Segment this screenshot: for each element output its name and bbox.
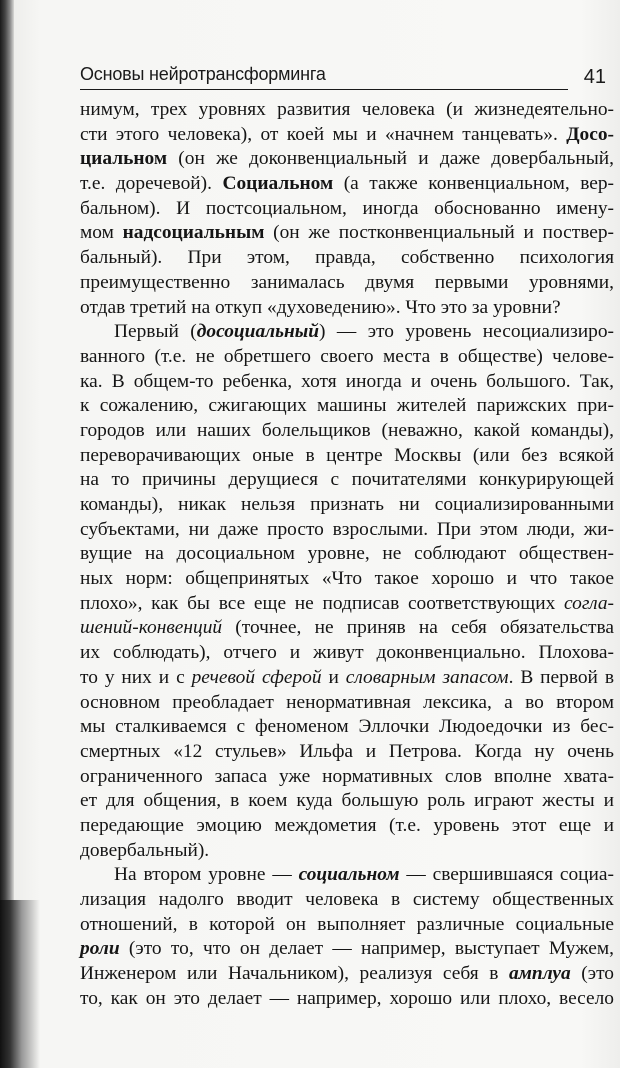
emphasized-term: согла-: [564, 592, 614, 614]
text-segment: бальный). При этом, правда, собственно психология: [80, 247, 614, 269]
text-segment: то у них и с: [80, 666, 192, 688]
text-line: [80, 765, 614, 790]
text-segment: нимум, трех уровнях развития человека (и жизнедеятельно-: [80, 99, 614, 120]
text-segment: ) — это уровень несоциализиро-: [318, 321, 615, 343]
text-segment: отношений, в которой он выполняет различные социальные: [80, 913, 614, 935]
text-segment: то, как он это делает — например, хорошо или плохо, весело: [80, 987, 614, 1009]
text-line: [80, 740, 614, 765]
text-segment: и: [321, 666, 346, 688]
running-title: Основы нейротрансформинга: [80, 64, 326, 84]
text-segment: на то причины дерущиеся с почитателями конкурирующей: [80, 469, 614, 491]
text-segment: мом: [80, 222, 123, 244]
emphasized-term: надсоциальным: [122, 222, 265, 244]
page-number: 41: [583, 66, 606, 88]
text-segment: ограниченного запаса уже нормативных слов вполне хвата-: [80, 765, 614, 787]
emphasized-term: циальном: [80, 148, 168, 170]
text-segment: (а также конвенциальном, вер-: [333, 173, 614, 195]
text-segment: переворачивающих оные в центре Москвы (или без всякой: [80, 444, 614, 466]
text-segment: плохо», как бы все еще не подписав соответствующих: [80, 592, 565, 614]
text-segment: субъектами, ни даже просто взрослыми. При этом люди, жи-: [80, 518, 614, 540]
text-line: [80, 468, 614, 493]
emphasized-term: досоциальный: [196, 321, 319, 343]
text-line: [80, 197, 614, 222]
text-segment: — свершившаяся социа-: [399, 864, 614, 886]
body-text: [80, 98, 614, 1011]
text-line: [80, 271, 614, 296]
text-segment: (это: [570, 963, 614, 985]
emphasized-term: амплуа: [508, 963, 571, 985]
text-segment: городов или наших болельщиков (неважно, какой команды),: [80, 419, 614, 441]
text-segment: (точнее, не приняв на себя обязательства: [222, 617, 614, 639]
text-segment: отдав третий на откуп «духоведению». Что это за уровни?: [80, 296, 561, 318]
text-line: [80, 345, 614, 370]
text-line: [80, 814, 614, 839]
text-line: [80, 370, 614, 395]
text-line: [80, 616, 614, 641]
text-line: [80, 962, 614, 987]
text-segment: их соблюдать), отчего и живут доконвенциально. Плохова-: [80, 642, 614, 664]
text-line: [80, 666, 614, 691]
text-line: [80, 419, 614, 444]
text-segment: ет для общения, в коем куда большую роль играют жесты и: [80, 790, 614, 812]
text-line: [80, 320, 614, 345]
text-line: [80, 567, 614, 592]
text-line: [80, 394, 614, 419]
text-segment: (он же постконвенциальный и поствер-: [264, 222, 614, 244]
text-segment: бальном). И постсоциальном, иногда обоснованно имену-: [80, 197, 614, 219]
page-header: [80, 62, 608, 102]
text-line: [80, 863, 614, 888]
text-segment: преимущественно занималась двумя первыми уровнями,: [80, 271, 614, 293]
text-segment: ка. В общем-то ребенка, хотя иногда и очень большого. Так,: [80, 370, 614, 392]
emphasized-term: социальном: [298, 864, 400, 886]
text-line: [80, 296, 614, 321]
emphasized-term: Досо-: [566, 123, 614, 145]
text-line: [80, 641, 614, 666]
text-line: [80, 493, 614, 518]
text-segment: Инженером или Начальником), реализуя себя в: [80, 963, 509, 985]
text-segment: лизация надолго вводит человека в систему общественных: [80, 889, 614, 910]
text-segment: мы сталкиваемся с феноменом Эллочки Людоедочки из бес-: [80, 716, 614, 738]
text-segment: На втором уровне —: [114, 864, 299, 886]
emphasized-term: Социальном: [222, 173, 334, 195]
emphasized-term: роли: [80, 938, 120, 960]
text-segment: основном преобладает ненормативная лексика, а во втором: [80, 691, 614, 713]
text-line: [80, 839, 614, 864]
text-line: [80, 715, 614, 740]
text-line: [80, 987, 614, 1012]
text-line: [80, 888, 614, 913]
text-line: [80, 691, 614, 716]
text-line: [80, 913, 614, 938]
text-line: [80, 172, 614, 197]
text-line: [80, 542, 614, 567]
text-line: [80, 789, 614, 814]
text-line: [80, 246, 614, 271]
text-segment: . В первой в: [508, 666, 615, 688]
text-segment: довербальный).: [80, 839, 210, 861]
text-line: [80, 147, 614, 172]
emphasized-term: словарным запасом: [345, 666, 509, 688]
text-line: [80, 123, 614, 148]
text-segment: передающие эмоцию междометия (т.е. уровень этот еще и: [80, 814, 614, 836]
text-segment: (он же доконвенциальный и даже довербальный,: [167, 148, 614, 170]
text-line: [80, 221, 614, 246]
text-segment: сти этого человека), от коей мы и «начнем танцевать».: [80, 123, 567, 145]
emphasized-term: речевой сферой: [191, 666, 322, 688]
text-segment: команды), никак нельзя признать ни социализированными: [80, 494, 614, 515]
text-segment: к сожалению, сжигающих машины жителей парижских при-: [80, 395, 614, 417]
header-rule: [80, 89, 568, 90]
book-spine-shadow-bottom: [0, 900, 40, 1068]
text-line: [80, 98, 614, 123]
emphasized-term: шений-конвенций: [80, 617, 223, 639]
text-segment: вущие на досоциальном уровне, не соблюдают обществен-: [80, 543, 614, 565]
text-segment: смертных «12 стульев» Ильфа и Петрова. Когда ну очень: [80, 740, 614, 762]
text-line: [80, 592, 614, 617]
text-segment: ных норм: общепринятых «Что такое хорошо и что такое: [80, 568, 614, 590]
text-segment: (это то, что он делает — например, выступает Мужем,: [119, 938, 614, 960]
text-segment: т.е. доречевой).: [80, 173, 223, 195]
text-segment: Первый (: [114, 321, 197, 343]
text-line: [80, 444, 614, 469]
text-segment: ванного (т.е. не обретшего своего места в обществе) челове-: [80, 345, 614, 367]
text-line: [80, 518, 614, 543]
text-line: [80, 937, 614, 962]
